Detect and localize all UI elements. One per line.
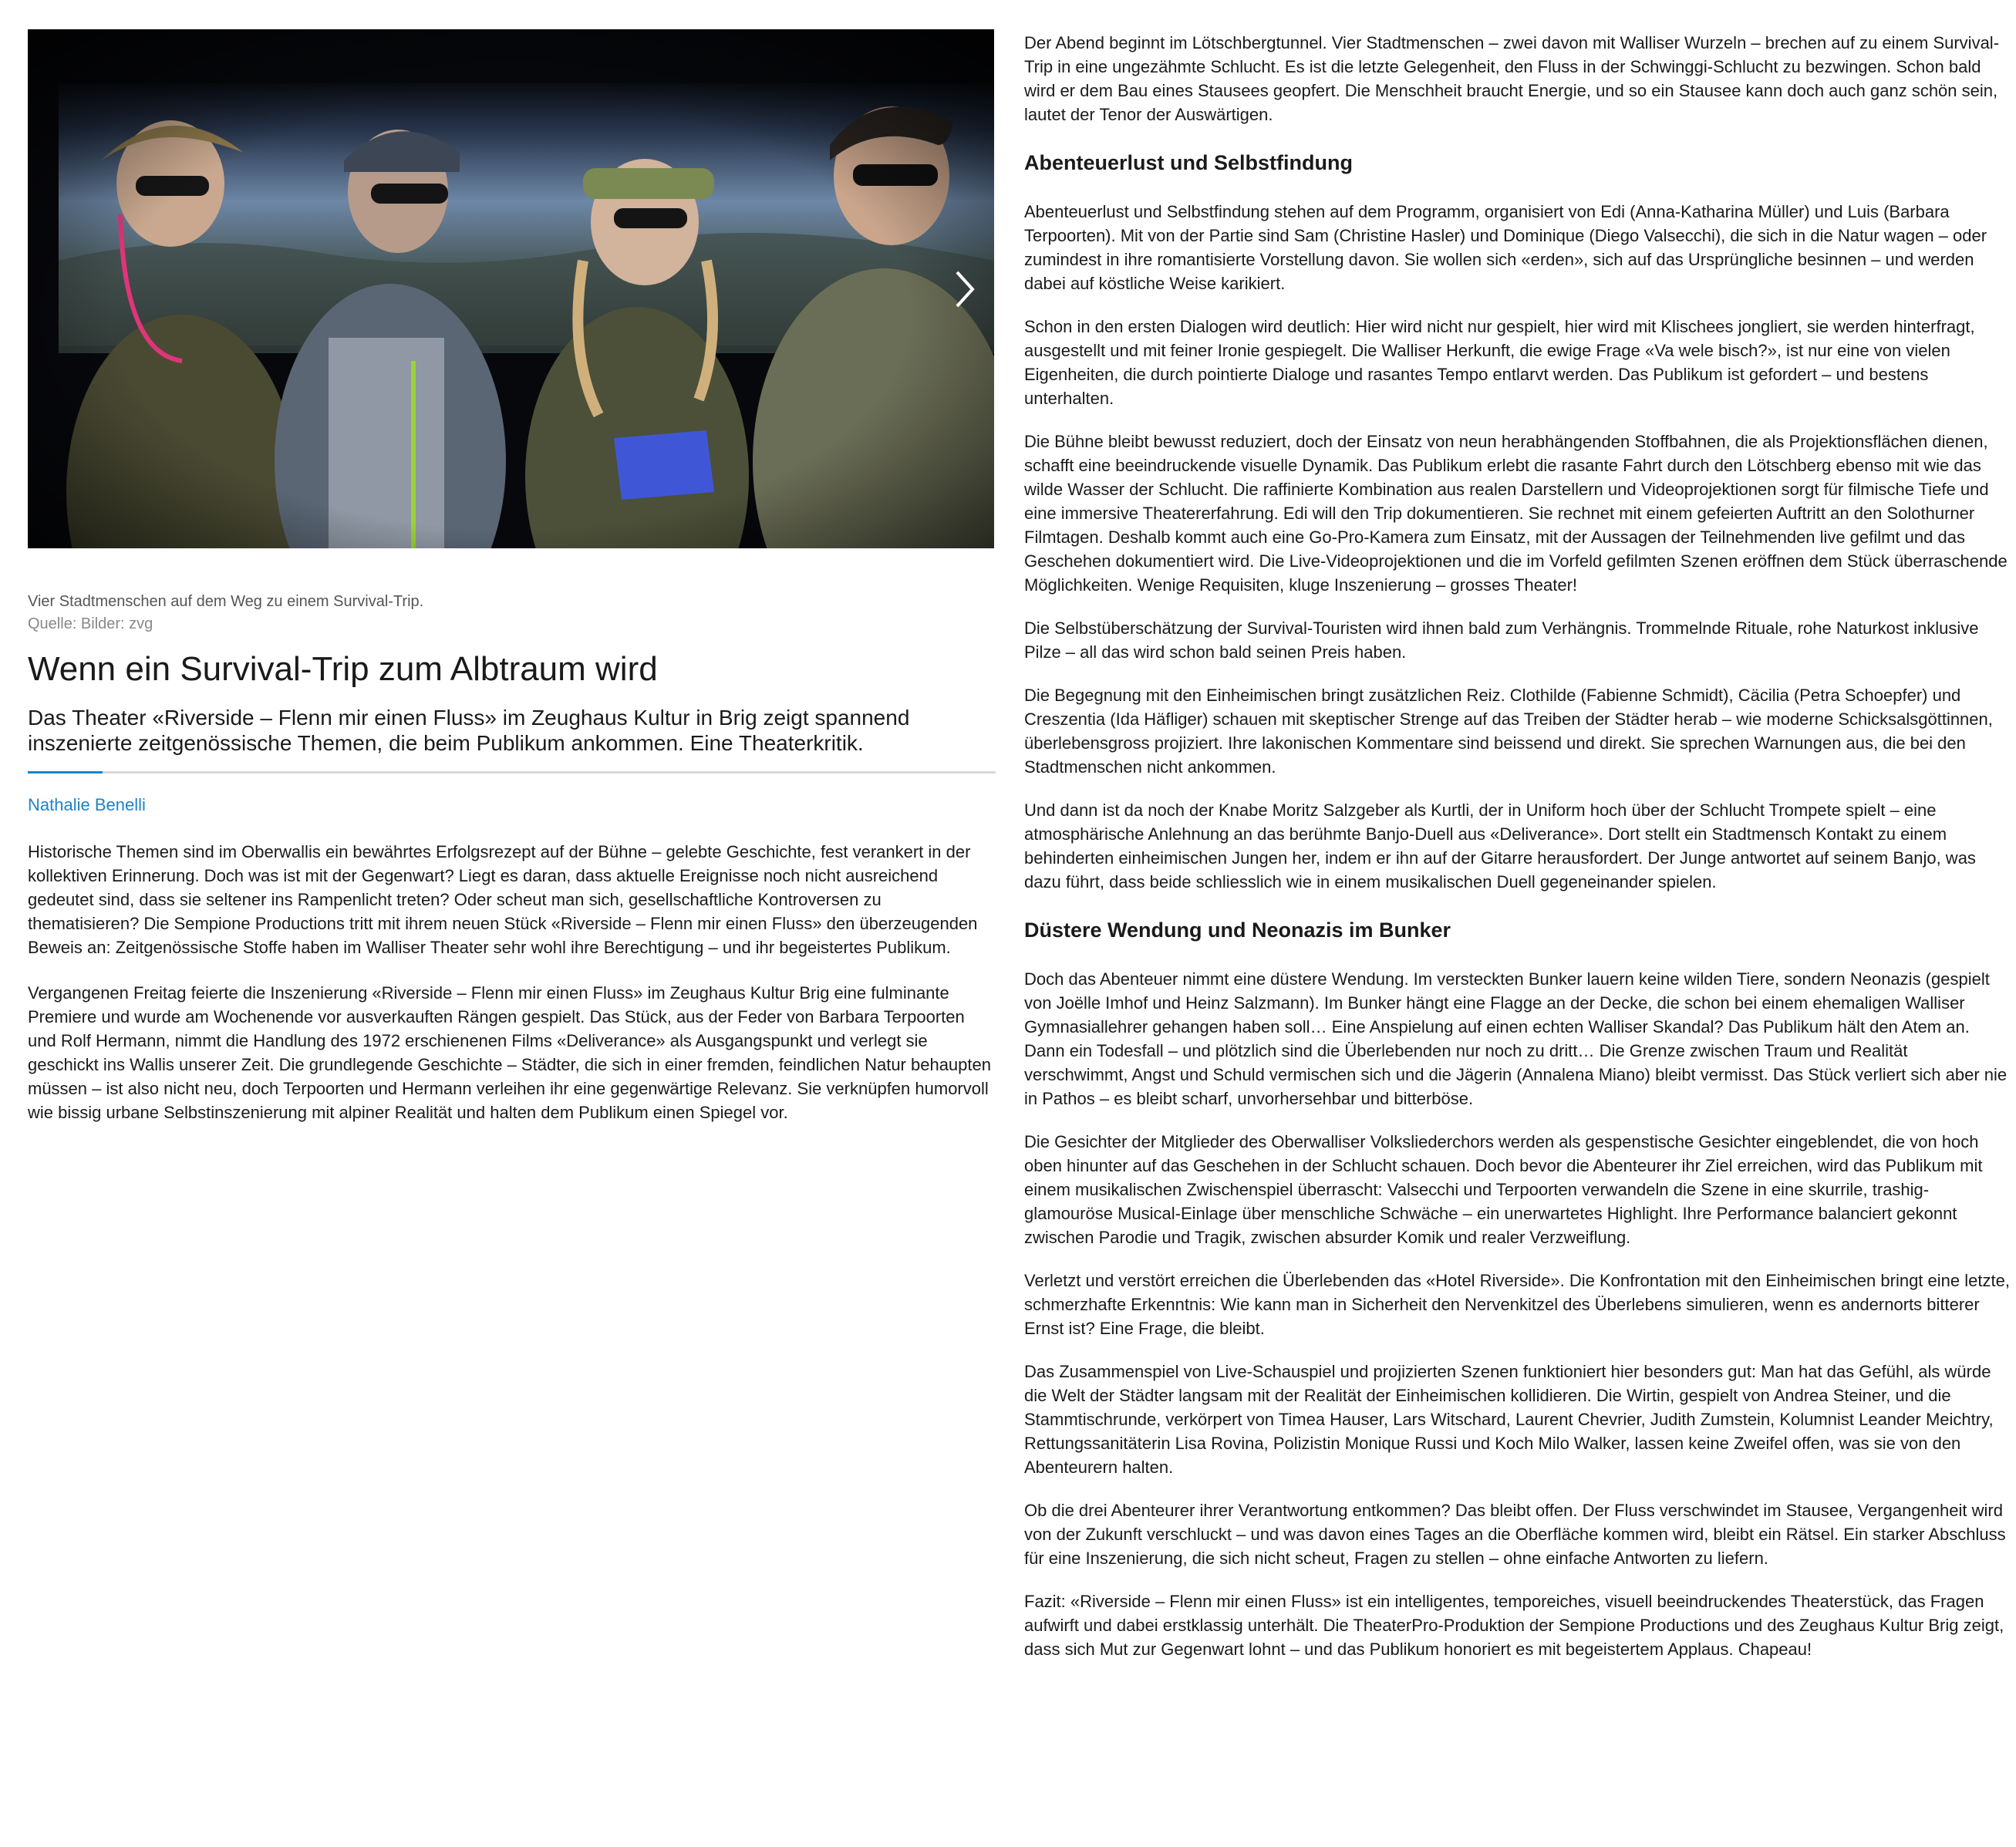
subheading: Abenteuerlust und Selbstfindung bbox=[1024, 151, 1353, 174]
body-paragraph: Doch das Abenteuer nimmt eine düstere Wendung. Im versteckten Bunker lauern keine wilden Tiere, sondern Neonazis (gespielt von Joëlle Imhof und Heinz Salzmann). Im Bunker hängt eine Flagge an der Decke, die schon bei einem ehemaligen Walliser Gymnasiallehrer gehangen haben soll… Eine Anspielung auf einen echten Walliser Skandal? Das Publikum hält den Atem an. Dann ein Todesfall – und plötzlich sind die Überlebenden nur noch zu dritt… Die Grenze zwischen Traum und Realität verschwimmt, Angst und Schuld vermischen sich und die Jägerin (Annalena Miano) bleibt vermisst. Das Stück verliert sich aber nie in Pathos – es bleibt scharf, unvorhersehbar und bitterböse. bbox=[1024, 969, 2008, 1108]
body-paragraph: Die Bühne bleibt bewusst reduziert, doch der Einsatz von neun herabhängenden Stoffbahnen, die als Projektionsflächen dienen, schafft eine beeindruckende visuelle Dynamik. Das Publikum erlebt die rasante Fahrt durch den Lötschberg ebenso mit wie das wilde Wasser der Schlucht. Die raffinierte Kombination aus realen Darstellern und Videoprojektionen sorgt für filmische Tiefe und eine immersive Theatererfahrung. Edi will den Trip dokumentieren. Sie rechnet mit einem gefeierten Auftritt an den Solothurner Filmtagen. Deshalb kommt auch eine Go-Pro-Kamera zum Einsatz, mit der Aussagen der Teilnehmenden live gefilmt und das Geschehen dokumentiert wird. Die Live-Videoprojektionen und die im Vorfeld gefilmten Szenen eröffnen dem Stück überraschende Möglichkeiten. Wenige Requisiten, kluge Inszenierung – grosses Theater! bbox=[1024, 432, 2008, 595]
next-image-chevron-right-icon[interactable] bbox=[949, 266, 980, 312]
body-paragraph: Verletzt und verstört erreichen die Überlebenden das «Hotel Riverside». Die Konfrontation mit den Einheimischen bringt eine letzte, schmerzhafte Erkenntnis: Wie kann man in Sicherheit den Nervenkitzel des Überlebens simulieren, wenn es andernorts bitterer Ernst ist? Eine Frage, die bleibt. bbox=[1024, 1271, 2010, 1338]
body-paragraph: Vergangenen Freitag feierte die Inszenierung «Riverside – Flenn mir einen Fluss» im Zeughaus Kultur Brig eine fulminante Premiere und wurde am Wochenende vor ausverkauften Rängen gespielt. Das Stück, aus der Feder von Barbara Terpoorten und Rolf Hermann, nimmt die Handlung des 1972 erschienenen Films «Deliverance» als Ausgangspunkt und verlegt sie geschickt ins Wallis unserer Zeit. Die grundlegende Geschichte – Städter, die sich in einer fremden, feindlichen Natur behaupten müssen – ist also nicht neu, doch Terpoorten und Hermann verleihen ihr eine gegenwärtige Relevanz. Sie verknüpfen humorvoll wie bissig urbane Selbstinszenierung mit alpiner Realität und halten dem Publikum einen Spiegel vor. bbox=[28, 983, 991, 1122]
stage-photo[interactable] bbox=[28, 29, 994, 548]
body-paragraph: Die Begegnung mit den Einheimischen bringt zusätzlichen Reiz. Clothilde (Fabienne Schmidt), Cäcilia (Petra Schoepfer) und Creszentia (Ida Häfliger) schauen mit skeptischer Strenge auf das Treiben der Städter herab – wie moderne Schicksalsgöttinnen, überlebensgross projiziert. Ihre lakonischen Kommentare sind beissend und direkt. Sie sprechen Warnungen aus, die bei den Stadtmenschen nicht ankommen. bbox=[1024, 686, 1993, 777]
stage-photo-image bbox=[28, 29, 994, 548]
article-right-column bbox=[1024, 31, 2011, 1680]
body-paragraph: Ob die drei Abenteurer ihrer Verantwortung entkommen? Das bleibt offen. Der Fluss verschwindet im Stausee, Vergangenheit wird von der Zukunft verschluckt – und was davon eines Tages an die Oberfläche kommen wird, bleibt ein Rätsel. Ein starker Abschluss für eine Inszenierung, die sich nicht scheut, Fragen zu stellen – ohne einfache Antworten zu liefern. bbox=[1024, 1501, 2006, 1568]
body-paragraph: Historische Themen sind im Oberwallis ein bewährtes Erfolgsrezept auf der Bühne – gelebte Geschichte, fest verankert in der kollektiven Erinnerung. Doch was ist mit der Gegenwart? Liegt es daran, dass aktuelle Ereignisse noch nicht ausreichend gedeutet sind, dass sie seltener ins Rampenlicht treten? Oder scheut man sich, gesellschaftliche Kontroversen zu thematisieren? Die Sempione Productions tritt mit ihrem neuen Stück «Riverside – Flenn mir einen Fluss» den überzeugenden Beweis an: Zeitgenössische Stoffe haben im Walliser Theater sehr wohl ihre Berechtigung – und ihr begeistertes Publikum. bbox=[28, 842, 978, 957]
image-caption bbox=[28, 591, 996, 635]
body-paragraph: Der Abend beginnt im Lötschbergtunnel. Vier Stadtmenschen – zwei davon mit Walliser Wurzeln – brechen auf zu einem Survival-Trip in eine ungezähmte Schlucht. Es ist die letzte Gelegenheit, den Fluss in der Schwinggi-Schlucht zu bezwingen. Schon bald wird er dem Bau eines Stausees geopfert. Die Menschheit braucht Energie, und so ein Stausee kann doch auch ganz schön sein, lautet der Tenor der Auswärtigen. bbox=[1024, 33, 2000, 124]
body-paragraph: Abenteuerlust und Selbstfindung stehen auf dem Programm, organisiert von Edi (Anna-Katharina Müller) und Luis (Barbara Terpoorten). Mit von der Partie sind Sam (Christine Hasler) und Dominique (Diego Valsecchi), die sich in die Natur wagen – oder zumindest in ihre romantisierte Vorstellung davon. Sie wollen sich «erden», sich auf das Ursprüngliche besinnen – und werden dabei auf köstliche Weise karikiert. bbox=[1024, 202, 1987, 293]
article-lead: Das Theater «Riverside – Flenn mir einen Fluss» im Zeughaus Kultur in Brig zeigt spannend inszenierte zeitgenössische Themen, die beim Publikum ankommen. Eine Theaterkritik. bbox=[28, 706, 910, 755]
article-left-column bbox=[28, 29, 996, 1124]
caption-text: Vier Stadtmenschen auf dem Weg zu einem Survival-Trip. bbox=[28, 593, 424, 610]
divider-accent bbox=[28, 771, 103, 774]
body-paragraph: Das Zusammenspiel von Live-Schauspiel und projizierten Szenen funktioniert hier besonders gut: Man hat das Gefühl, als würde die Welt der Städter langsam mit der Realität der Einheimischen kollidieren. Die Wirtin, gespielt von Andrea Steiner, und die Stammtischrunde, verkörpert von Timea Hauser, Lars Witschard, Laurent Chevrier, Judith Zumstein, Kolumnist Leander Meichtry, Rettungssanitäterin Lisa Rovina, Polizistin Monique Russi und Koch Milo Walker, lassen keine Zweifel offen, was sie von den Abenteurern halten. bbox=[1024, 1362, 1994, 1477]
body-paragraph: Und dann ist da noch der Knabe Moritz Salzgeber als Kurtli, der in Uniform hoch über der Schlucht Trompete spielt – eine atmosphärische Anlehnung an das berühmte Banjo-Duell aus «Deliverance». Dort stellt ein Stadtmensch Kontakt zu einem behinderten einheimischen Jungen her, indem er ihn auf der Gitarre herausfordert. Der Junge antwortet auf seinem Banjo, was dazu führt, dass beide schliesslich wie in einem musikalischen Duell gegeneinander spielen. bbox=[1024, 800, 1976, 891]
subheading: Düstere Wendung und Neonazis im Bunker bbox=[1024, 918, 1451, 942]
divider bbox=[28, 771, 996, 774]
article-headline: Wenn ein Survival-Trip zum Albtraum wird bbox=[28, 650, 658, 688]
body-paragraph: Fazit: «Riverside – Flenn mir einen Fluss» ist ein intelligentes, temporeiches, visuell beeindruckendes Theaterstück, das Fragen aufwirft und dabei erstklassig unterhält. Die TheaterPro-Produktion der Sempione Productions und des Zeughaus Kultur Brig zeigt, dass sich Mut zur Gegenwart lohnt – und das Publikum honoriert es mit begeistertem Applaus. Chapeau! bbox=[1024, 1592, 2004, 1659]
author-link[interactable]: Nathalie Benelli bbox=[28, 795, 146, 814]
body-paragraph: Schon in den ersten Dialogen wird deutlich: Hier wird nicht nur gespielt, hier wird mit Klischees jongliert, sie werden hinterfragt, ausgestellt und mit feiner Ironie gespiegelt. Die Walliser Herkunft, die ewige Frage «Va wele bisch?», ist nur eine von vielen Eigenheiten, die durch pointierte Dialoge und rasantes Tempo entlarvt werden. Das Publikum ist gefordert – und bestens unterhalten. bbox=[1024, 317, 1975, 408]
body-paragraph: Die Gesichter der Mitglieder des Oberwalliser Volksliederchors werden als gespenstische Gesichter eingeblendet, die von hoch oben hinunter auf das Geschehen in der Schlucht schauen. Doch bevor die Abenteurer ihr Ziel erreichen, wird das Publikum mit einem musikalischen Zwischenspiel überrascht: Valsecchi und Terpoorten verwandeln die Szene in eine skurrile, trashig-glamouröse Musical-Einlage über menschliche Schwäche – ein unerwartetes Highlight. Ihre Performance balanciert gekonnt zwischen Parodie und Tragik, zwischen absurder Komik und realer Verzweiflung. bbox=[1024, 1132, 1983, 1247]
body-paragraph: Die Selbstüberschätzung der Survival-Touristen wird ihnen bald zum Verhängnis. Trommelnde Rituale, rohe Naturkost inklusive Pilze – all das wird schon bald seinen Preis haben. bbox=[1024, 618, 1979, 662]
caption-source: Quelle: Bilder: zvg bbox=[28, 615, 153, 632]
